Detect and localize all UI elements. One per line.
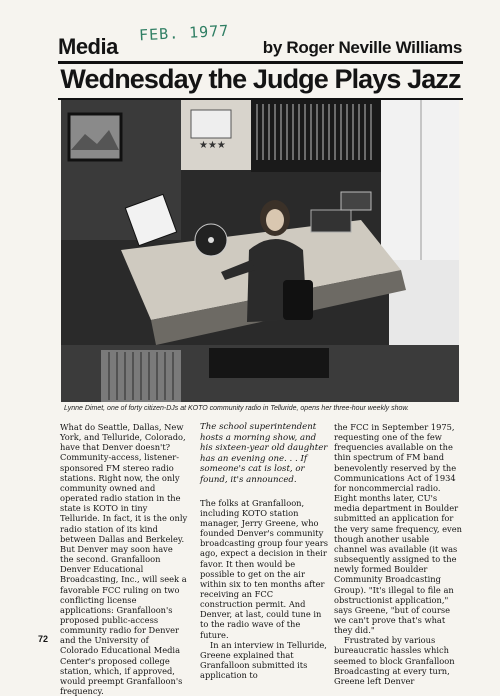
pull-quote: The school superintendent hosts a morning show, and his sixteen-year old daughter has an evening one. . . If someone's cat is lost, or found, it's announced. [200,422,328,485]
byline: by Roger Neville Williams [262,38,462,57]
column-2-text-2: In an interview in Telluride, Greene explained that Granfalloon submitted its application to [200,639,327,681]
column-3-text-2: Frustrated by various bureaucratic hassles which seemed to block Granfalloon Broadcasting at every turn, Greene left Denver [334,635,455,686]
photo-radio-studio-icon [61,100,459,402]
article-column-3 [334,422,462,686]
handwritten-date: FEB. 1977 [138,21,230,45]
svg-text:★★★: ★★★ [199,140,226,151]
article-photo [61,100,459,402]
photo-caption: Lynne Dimet, one of forty citizen-DJs at KOTO community radio in Telluride, opens her three-hour weekly show. [64,405,409,412]
section-label: Media [58,34,118,59]
article-column-2 [200,422,328,680]
column-1-text: What do Seattle, Dallas, New York, and Telluride, Colorado, have that Denver doesn't? Community-access, listener-sponsored FM stereo radio stations. Right now, the only community owned and operated radio station in the state is KOTO in tiny Telluride. In fact, it is the only radio station of its kind between Dallas and Berkeley. But Denver may soon have the second. Granfalloon Denver Educational Broadcasting, Inc., will seek a favorable FCC ruling on two conflicting license applications: Granfalloon's proposed public-access community radio for Denver and the University of Colorado Educational Media Center's proposed college station, which, if approved, would preempt Granfalloon's frequency. [60,422,188,696]
page-number: 72 [38,634,49,644]
article-column-1 [60,422,188,696]
column-3-text-1: the FCC in September 1975, requesting one of the few frequencies available on the thin spectrum of FM band benevolently reserved by the Communications Act of 1934 for noncommercial radio. Eight months later, CU's media department in Boulder submitted an application for the very same frequency, even though another usable channel was available (it was subsequently assigned to the newly formed Boulder Community Broadcasting Group). "It's illegal to file an obstructionist application," says Greene, "but of course we can't prove that's what they did." [334,422,462,636]
column-2-text-1: The folks at Granfalloon, including KOTO station manager, Jerry Greene, who founded Denver's community broadcasting group four years ago, expect a decision in their favor. It then would be possible to get on the air within six to ten months after receiving an FCC construction permit. And Denver, at last, could tune in to the radio wave of the future. [200,497,329,640]
headline: Wednesday the Judge Plays Jazz [60,64,461,94]
